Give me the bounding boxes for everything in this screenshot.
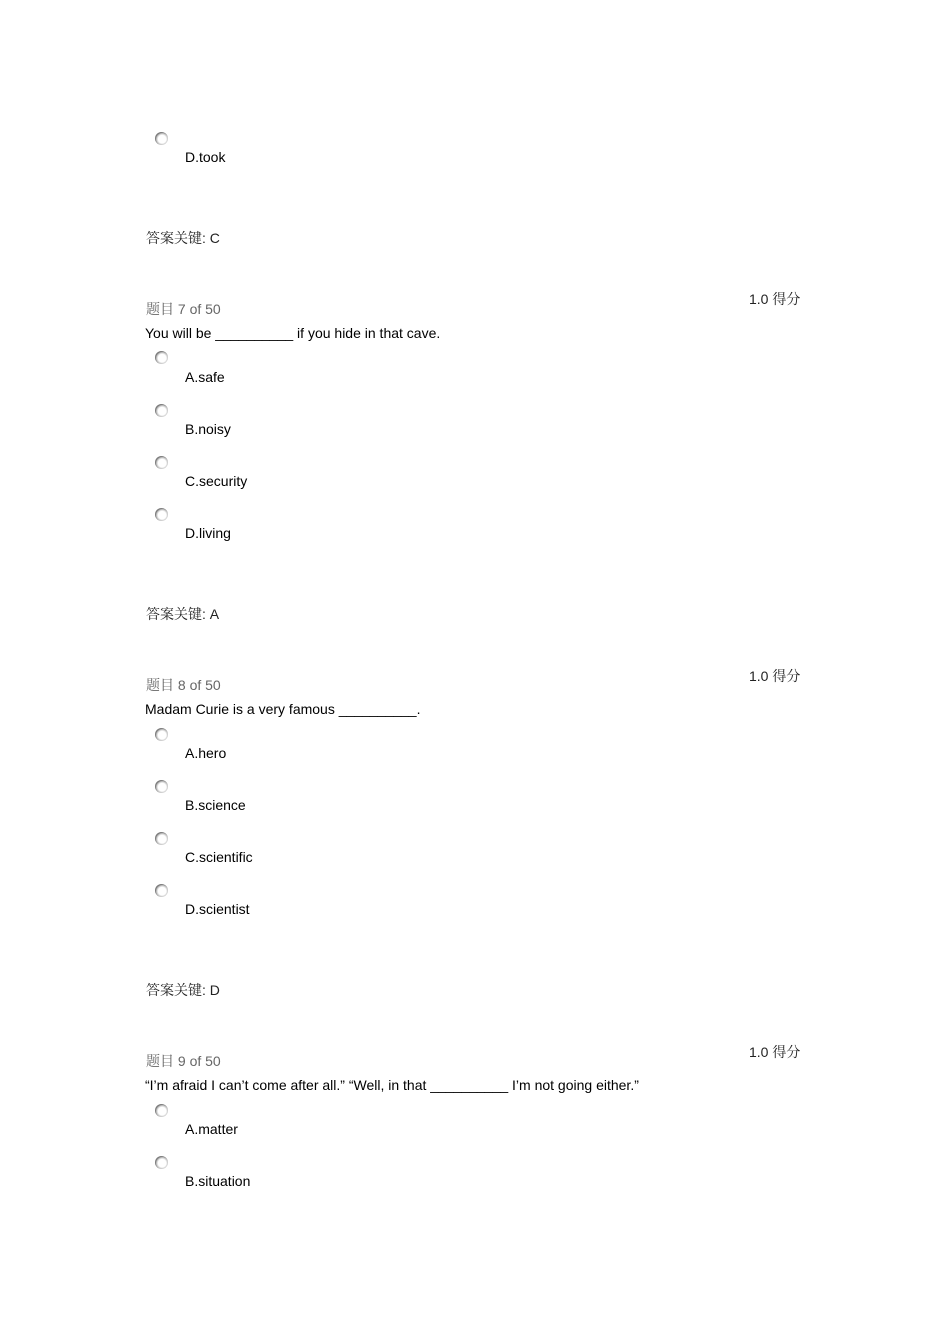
question-number-q8: 题目 8 of 50 bbox=[146, 677, 221, 693]
option-q8-a: A.hero bbox=[185, 745, 227, 761]
option-q7-c: C.security bbox=[185, 473, 248, 489]
answer-key-q6: 答案关键: C bbox=[146, 230, 220, 246]
score-q9: 1.0 得分 bbox=[749, 1044, 801, 1060]
option-q6-d: D.took bbox=[185, 149, 226, 165]
option-q7-d: D.living bbox=[185, 525, 231, 541]
radio-q7-a[interactable] bbox=[155, 351, 168, 364]
option-q8-c: C.scientific bbox=[185, 849, 253, 865]
score-q7: 1.0 得分 bbox=[749, 291, 801, 307]
radio-q8-b[interactable] bbox=[155, 780, 168, 793]
radio-q9-a[interactable] bbox=[155, 1104, 168, 1117]
question-text-q9: “I’m afraid I can’t come after all.” “Well, in that __________ I’m not going either.” bbox=[145, 1077, 639, 1093]
option-q7-b: B.noisy bbox=[185, 421, 231, 437]
option-q9-a: A.matter bbox=[185, 1121, 238, 1137]
radio-q8-c[interactable] bbox=[155, 832, 168, 845]
radio-q7-c[interactable] bbox=[155, 456, 168, 469]
radio-q8-d[interactable] bbox=[155, 884, 168, 897]
answer-key-q8: 答案关键: D bbox=[146, 982, 220, 998]
question-number-q7: 题目 7 of 50 bbox=[146, 301, 221, 317]
option-q8-d: D.scientist bbox=[185, 901, 250, 917]
score-q8: 1.0 得分 bbox=[749, 668, 801, 684]
radio-q6-d[interactable] bbox=[155, 132, 168, 145]
question-number-q9: 题目 9 of 50 bbox=[146, 1053, 221, 1069]
radio-q9-b[interactable] bbox=[155, 1156, 168, 1169]
question-text-q7: You will be __________ if you hide in that cave. bbox=[145, 325, 441, 341]
option-q7-a: A.safe bbox=[185, 369, 225, 385]
radio-q7-d[interactable] bbox=[155, 508, 168, 521]
question-text-q8: Madam Curie is a very famous __________. bbox=[145, 701, 421, 717]
radio-q7-b[interactable] bbox=[155, 404, 168, 417]
option-q8-b: B.science bbox=[185, 797, 246, 813]
answer-key-q7: 答案关键: A bbox=[146, 606, 220, 622]
radio-q8-a[interactable] bbox=[155, 728, 168, 741]
option-q9-b: B.situation bbox=[185, 1173, 251, 1189]
